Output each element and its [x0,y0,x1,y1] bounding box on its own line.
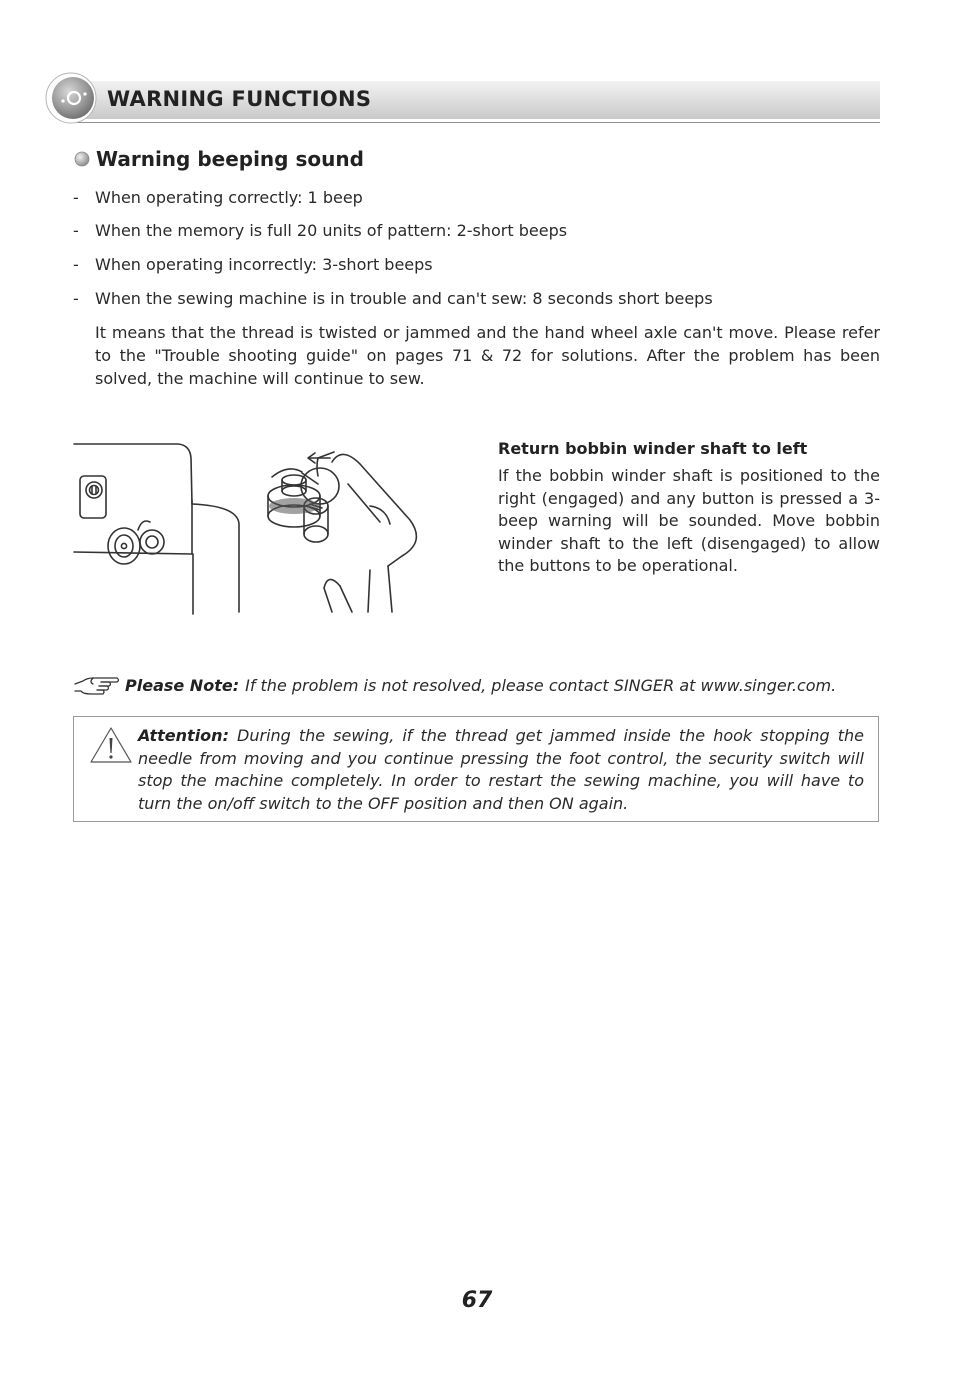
list-item [73,255,433,274]
please-note [73,671,836,699]
list-item-text: When the sewing machine is in trouble and can't sew: 8 seconds short beeps [95,289,713,308]
header-badge-icon [45,72,97,124]
section-heading [74,146,364,172]
note-text: If the problem is not resolved, please contact SINGER at www.singer.com. [245,675,837,695]
section-header [45,72,881,126]
list-item [73,221,567,240]
bullet-icon [74,151,90,167]
attention-label: Attention: [138,726,229,745]
attention-box [73,716,879,822]
list-item [73,289,713,308]
pointing-hand-icon [73,672,121,698]
bobbin-winder-illustration [70,436,450,616]
list-dash: - [73,255,79,274]
list-dash: - [73,221,79,240]
warning-triangle-icon [89,726,133,764]
bobbin-description: If the bobbin winder shaft is positioned to the right (engaged) and any button is pressed a 3-beep warning will be sounded. Move bobbin winder shaft to the left (disengaged) to allow the buttons to be operational. [498,466,880,575]
header-rule [73,122,880,123]
section-title: Warning beeping sound [96,147,364,171]
page-number: 67 [461,1288,493,1313]
list-dash: - [73,188,79,207]
explanation-paragraph: It means that the thread is twisted or jammed and the hand wheel axle can't move. Please refer to the "Trouble shooting guide" on pages 71 & 72 for solutions. After the problem has been solved, the machine will continue to sew. [95,323,880,388]
attention-body: During the sewing, if the thread get jammed inside the hook stopping the needle from moving and you continue pressing the foot control, the security switch will stop the machine completely. In order to restart the sewing machine, you will have to turn the on/off switch to the OFF position and then ON again. [138,726,864,813]
list-item-text: When operating incorrectly: 3-short beeps [95,255,433,274]
bobbin-title: Return bobbin winder shaft to left [498,439,808,458]
list-dash: - [73,289,79,308]
list-item-text: When the memory is full 20 units of pattern: 2-short beeps [95,221,568,240]
attention-text [138,725,864,815]
list-item-text: When operating correctly: 1 beep [95,188,363,207]
note-label: Please Note: [125,675,240,695]
list-item [73,188,363,207]
page-title: WARNING FUNCTIONS [107,87,372,111]
